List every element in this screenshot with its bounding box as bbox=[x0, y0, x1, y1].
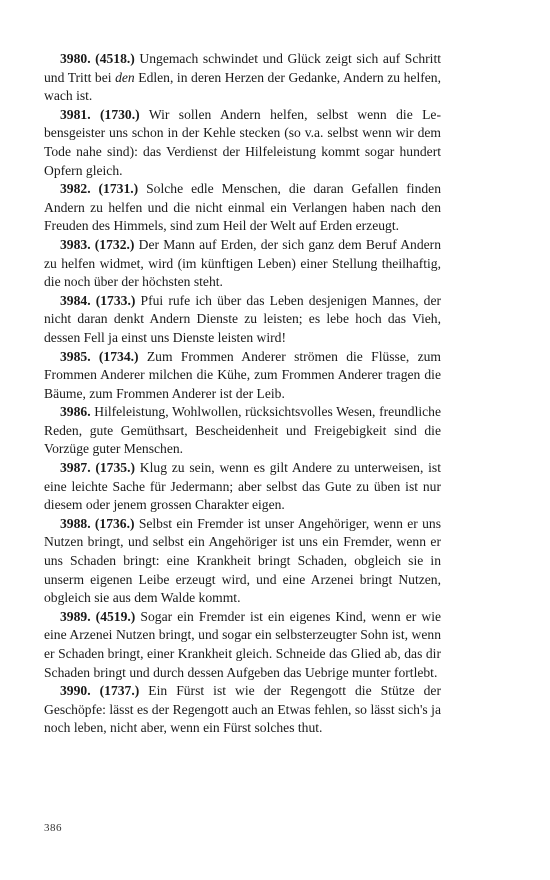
entry-3985 bbox=[44, 348, 441, 404]
entry-number: 3980. (4518.) bbox=[60, 51, 135, 66]
entry-text: Wir sollen Andern helfen, selbst wenn die Lebensgeister uns schon in der Kehle stecken (so v.a. selbst wenn wir dem Tode nahe sind): das Verdienst der Hilfeleistung kommt sogar hundert Opfern gleich. bbox=[44, 106, 441, 178]
entry-number: 3987. (1735.) bbox=[60, 460, 136, 476]
entry-3983 bbox=[44, 236, 441, 292]
entry-3988 bbox=[44, 515, 441, 608]
entry-number: 3986. bbox=[60, 404, 91, 420]
entry-number: 3982. (1731.) bbox=[60, 181, 139, 197]
entry-3981 bbox=[44, 106, 441, 180]
entry-text: Edlen, in deren Herzen der Gedanke, Andern zu helfen, wach ist. bbox=[44, 69, 441, 104]
entry-3989 bbox=[44, 608, 441, 682]
entry-3984 bbox=[44, 292, 441, 348]
entry-text: Der Mann auf Erden, der sich ganz dem Beruf Andern zu helfen widmet, wird (im künftigen Leben) einer Stellung theilhaftig, die noch über der höchsten steht. bbox=[44, 236, 442, 290]
entry-text: Selbst ein Fremder ist unser Angehöriger, wenn er uns Nutzen bringt, und selbst ein Angehöriger ist uns ein Fremder, wenn er uns Schaden bringt: eine Krankheit bringt Schaden, obgleich sie in unserm eigenen Leibe erzeugt wird, und eine Arzenei bringt Nutzen, obgleich sie aus dem Walde kommt. bbox=[44, 515, 441, 606]
entry-text: Ungemach schwindet und Glück zeigt sich auf Schritt und Tritt bei bbox=[44, 51, 442, 85]
entry-number: 3984. (1733.) bbox=[60, 292, 136, 308]
entry-number: 3988. (1736.) bbox=[60, 515, 135, 531]
entry-emphasis: den bbox=[115, 69, 135, 85]
entry-3990 bbox=[44, 682, 441, 738]
entry-text: Ein Fürst ist wie der Regengott die Stütze der Geschöpfe: lässt es der Regengott auch an Etwas fehlen, so lässt sich's ja noch leben, nicht aber, wenn ein Fürst solches thut. bbox=[44, 683, 441, 736]
entry-text: Klug zu sein, wenn es gilt Andere zu unterweisen, ist eine leichte Sache für Jedermann; aber selbst das Gute zu üben ist nur diesem oder jenem grossen Charakter eigen. bbox=[44, 460, 441, 513]
entry-number: 3981. (1730.) bbox=[60, 106, 140, 122]
entry-3980 bbox=[44, 50, 441, 106]
entry-text: Zum Frommen Anderer strömen die Flüsse, zum Frommen Anderer milchen die Kühe, zum Frommen Anderer tragen die Bäume, zum Frommen Anderer ist der Leib. bbox=[44, 348, 441, 401]
page-body bbox=[44, 50, 441, 738]
entry-3987 bbox=[44, 459, 441, 515]
entry-number: 3990. (1737.) bbox=[60, 683, 140, 699]
entry-text: Pfui rufe ich über das Leben desjenigen Mannes, der nicht daran denkt Andern Dienste zu leisten; es lebe hoch das Vieh, dessen Fell ja einst uns Dienste leisten wird! bbox=[44, 292, 441, 345]
entry-number: 3989. (4519.) bbox=[60, 608, 136, 624]
entry-text: Hilfeleistung, Wohlwollen, rücksichtsvolles Wesen, freundliche Reden, gute Gemüthsart, Bescheidenheit und Freigebigkeit sind die Vorzüge guter Menschen. bbox=[44, 404, 442, 457]
entry-number: 3983. (1732.) bbox=[60, 236, 135, 252]
entry-text: Solche edle Menschen, die daran Gefallen finden Andern zu helfen und die nicht einmal ein Verlangen haben nach den Freuden des Himmels, sind zum Heil der Welt auf Erden erzeugt. bbox=[44, 181, 441, 234]
entry-number: 3985. (1734.) bbox=[60, 348, 139, 364]
entry-3986 bbox=[44, 403, 441, 459]
entry-text: Sogar ein Fremder ist ein eigenes Kind, wenn er wie eine Arzenei Nutzen bringt, und sogar ein selbsterzeugter Sohn ist, wenn er Schaden bringt, einer Krankheit gleich. Schneide das Glied ab, das dir Schaden bringt und durch dessen Aufgeben das Uebrige munter fortlebt. bbox=[44, 608, 442, 680]
page-number: 386 bbox=[44, 822, 62, 834]
entry-3982 bbox=[44, 180, 441, 236]
